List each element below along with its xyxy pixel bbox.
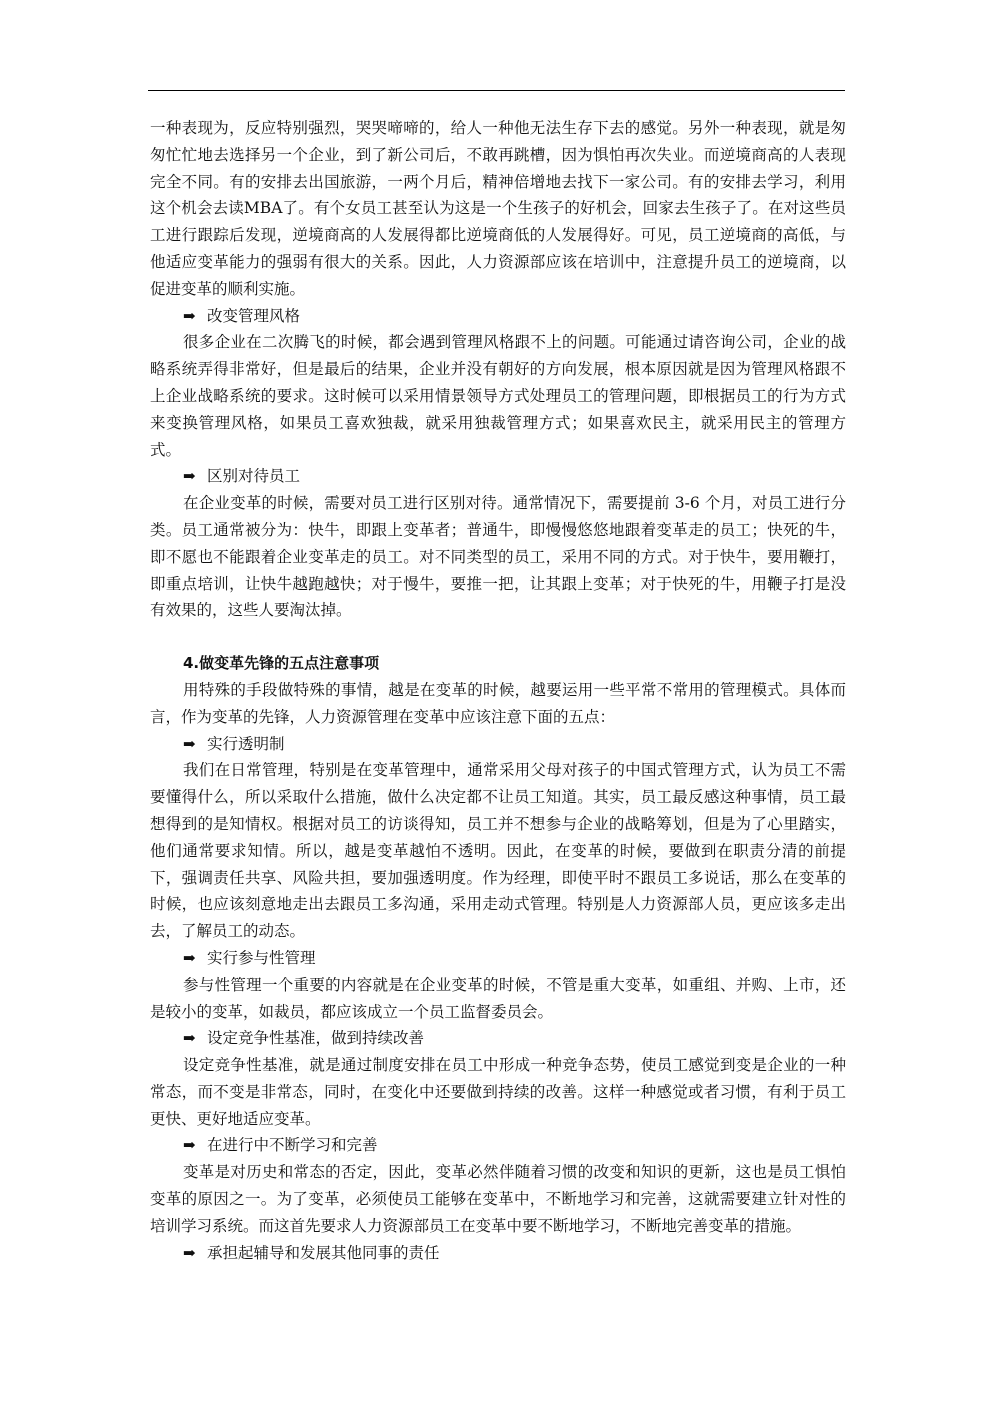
right-arrow-icon: ➡ (183, 467, 196, 486)
bullet-label: 实行参与性管理 (207, 948, 316, 967)
paragraph-participation: 参与性管理一个重要的内容就是在企业变革的时候，不管是重大变革，如重组、并购、上市，还是较小的变革，如裁员，都应该成立一个员工监督委员会。 (150, 975, 846, 1021)
right-arrow-icon: ➡ (183, 1136, 196, 1155)
header-rule (148, 90, 845, 91)
bullet-learning (150, 1132, 846, 1159)
paragraph-transparency: 我们在日常管理，特别是在变革管理中，通常采用父母对孩子的中国式管理方式，认为员工不需要懂得什么，所以采取什么措施，做什么决定都不让员工知道。其实，员工最反感这种事情，员工最想得到的是知情权。根据对员工的访谈得知，员工并不想参与企业的战略筹划，但是为了心里踏实，他们通常要求知情。所以，越是变革越怕不透明。因此，在变革的时候，要做到在职责分清的前提下，强调责任共享、风险共担，要加强透明度。作为经理，即使平时不跟员工多说话，那么在变革的时候，也应该刻意地走出去跟员工多沟通，采用走动式管理。特别是人力资源部人员，更应该多走出去，了解员工的动态。 (150, 761, 846, 941)
bullet-label: 区别对待员工 (207, 467, 301, 486)
bullet-label: 改变管理风格 (207, 306, 301, 325)
document-body (150, 115, 846, 1266)
paragraph-five-points-intro: 用特殊的手段做特殊的事情，越是在变革的时候，越要运用一些平常不常用的管理模式。具体而言，作为变革的先锋，人力资源管理在变革中应该注意下面的五点： (150, 680, 846, 726)
bullet-participation (150, 945, 846, 972)
paragraph-benchmark: 设定竞争性基准，就是通过制度安排在员工中形成一种竞争态势，使员工感觉到变是企业的一种常态，而不变是非常态，同时，在变化中还要做到持续的改善。这样一种感觉或者习惯，有利于员工更快、更好地适应变革。 (150, 1056, 846, 1128)
paragraph-management-style: 很多企业在二次腾飞的时候，都会遇到管理风格跟不上的问题。可能通过请咨询公司，企业的战略系统弄得非常好，但是最后的结果，企业并没有朝好的方向发展，根本原因就是因为管理风格跟不上企业战略系统的要求。这时候可以采用情景领导方式处理员工的管理问题，即根据员工的行为方式来变换管理风格，如果员工喜欢独裁，就采用独裁管理方式；如果喜欢民主，就采用民主的管理方式。 (150, 333, 846, 459)
right-arrow-icon: ➡ (183, 1243, 196, 1262)
right-arrow-icon: ➡ (183, 1029, 196, 1048)
bullet-differentiate-staff (150, 463, 846, 490)
section-heading: 4.做变革先锋的五点注意事项 (183, 654, 380, 673)
bullet-benchmark (150, 1025, 846, 1052)
bullet-coaching (150, 1240, 846, 1267)
bullet-transparency (150, 731, 846, 758)
paragraph-adversity: 一种表现为，反应特别强烈，哭哭啼啼的，给人一种他无法生存下去的感觉。另外一种表现，就是匆匆忙忙地去选择另一个企业，到了新公司后，不敢再跳槽，因为惧怕再次失业。而逆境商高的人表现完全不同。有的安排去出国旅游，一两个月后，精神倍增地去找下一家公司。有的安排去学习，利用这个机会去读MBA了。有个女员工甚至认为这是一个生孩子的好机会，回家去生孩子了。在对这些员工进行跟踪后发现，逆境商高的人发展得都比逆境商低的人发展得好。可见，员工逆境商的高低，与他适应变革能力的强弱有很大的关系。因此，人力资源部应该在培训中，注意提升员工的逆境商，以促进变革的顺利实施。 (150, 119, 846, 298)
bullet-label: 设定竞争性基准，做到持续改善 (207, 1029, 425, 1048)
paragraph-staff-types: 在企业变革的时候，需要对员工进行区别对待。通常情况下，需要提前 3-6 个月，对员工进行分类。员工通常被分为：快牛，即跟上变革者；普通牛，即慢慢悠悠地跟着变革走的员工；快死的牛，即不愿也不能跟着企业变革走的员工。对不同类型的员工，采用不同的方式。对于快牛，要用鞭打，即重点培训，让快牛越跑越快；对于慢牛，要推一把，让其跟上变革；对于快死的牛，用鞭子打是没有效果的，这些人要淘汰掉。 (150, 494, 846, 620)
paragraph-learning: 变革是对历史和常态的否定，因此，变革必然伴随着习惯的改变和知识的更新，这也是员工惧怕变革的原因之一。为了变革，必须使员工能够在变革中，不断地学习和完善，这就需要建立针对性的培训学习系统。而这首先要求人力资源部员工在变革中要不断地学习，不断地完善变革的措施。 (150, 1163, 846, 1235)
right-arrow-icon: ➡ (183, 948, 196, 967)
right-arrow-icon: ➡ (183, 734, 196, 753)
bullet-label: 在进行中不断学习和完善 (207, 1136, 378, 1155)
bullet-label: 承担起辅导和发展其他同事的责任 (207, 1243, 440, 1262)
right-arrow-icon: ➡ (183, 306, 196, 325)
bullet-label: 实行透明制 (207, 734, 285, 753)
spacer (150, 624, 846, 650)
bullet-change-style (150, 303, 846, 330)
